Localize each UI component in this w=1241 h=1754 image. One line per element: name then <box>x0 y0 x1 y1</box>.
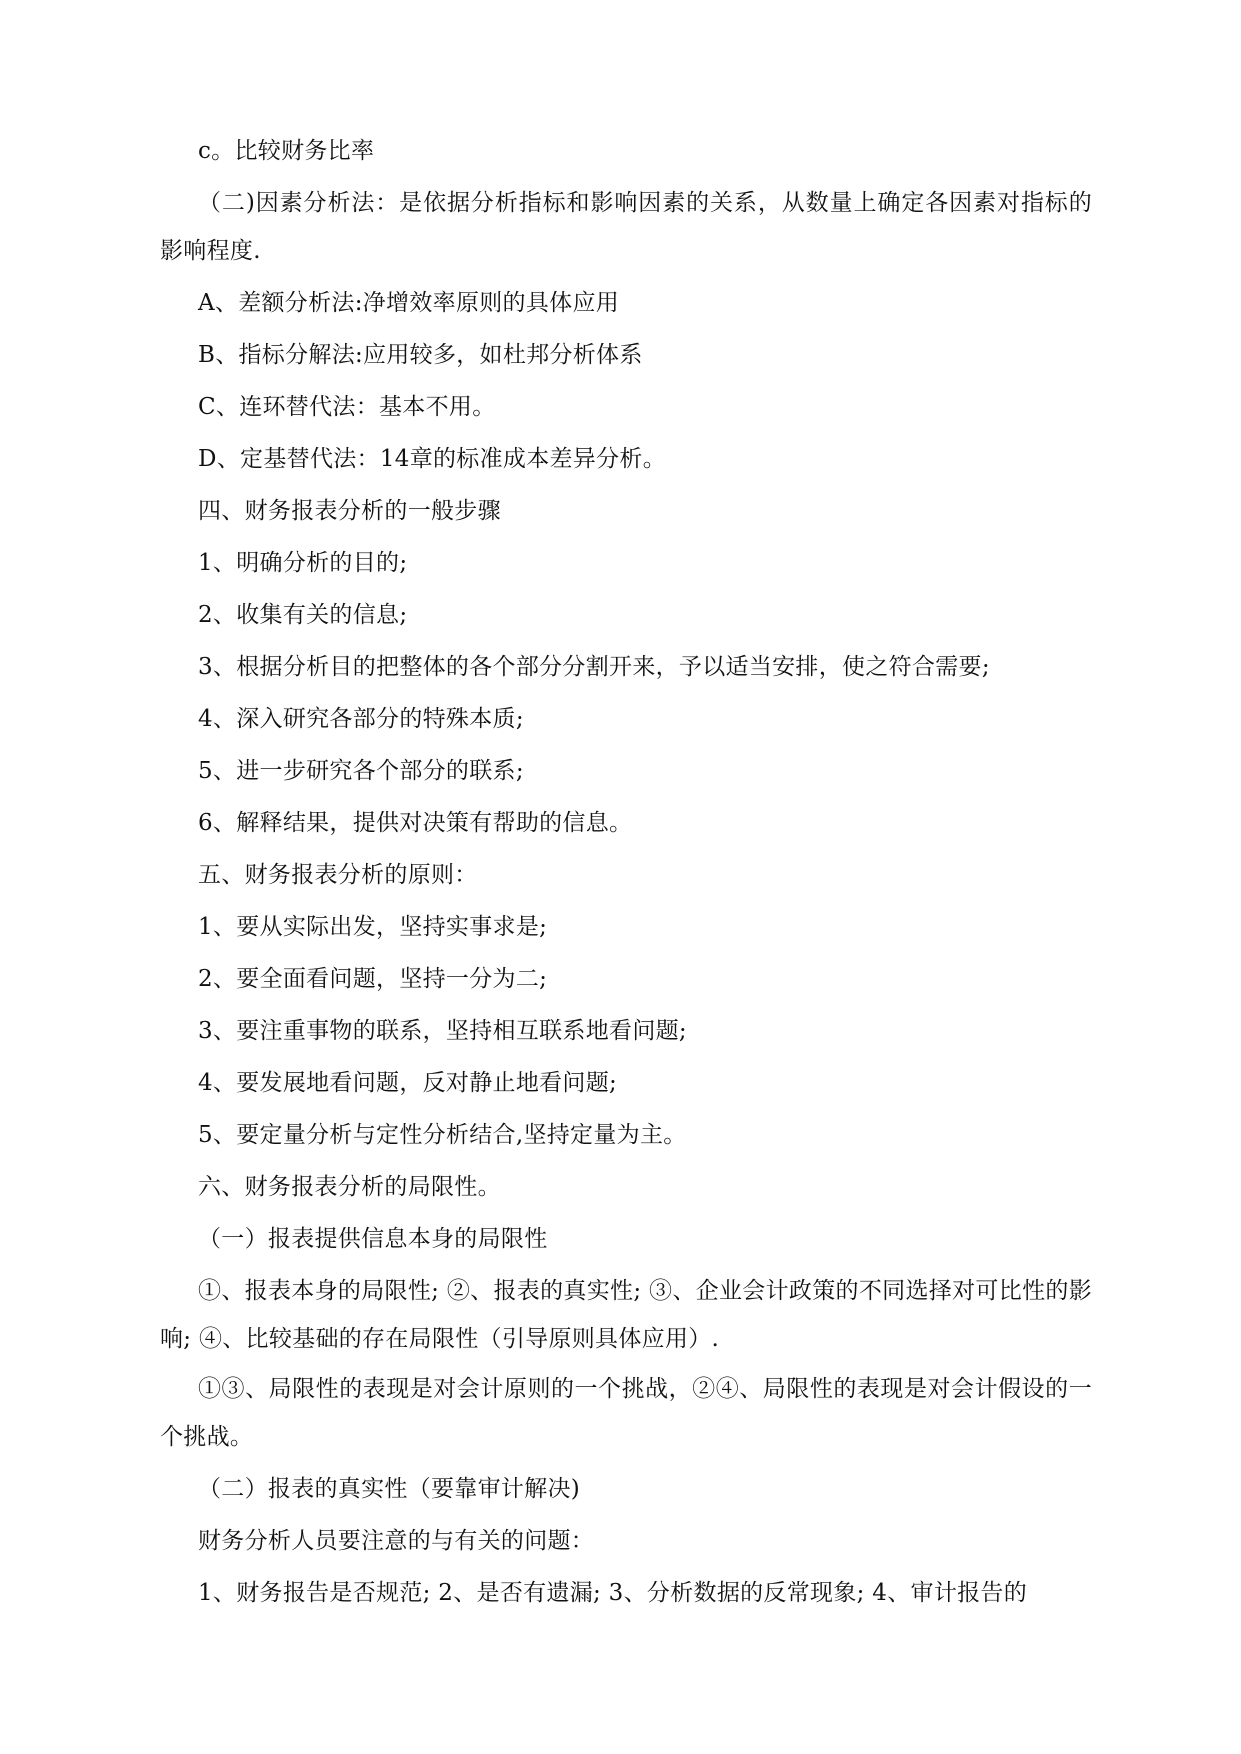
paragraph-issue-list: 1、财务报告是否规范; 2、是否有遗漏; 3、分析数据的反常现象; 4、审计报告的 <box>198 1580 1028 1606</box>
list-item-principle-2: 2、要全面看问题，坚持一分为二; <box>198 966 548 992</box>
heading-limitations: 六、财务报表分析的局限性。 <box>198 1174 501 1200</box>
list-item-step-3: 3、根据分析目的把整体的各个部分分割开来，予以适当安排，使之符合需要; <box>198 654 990 680</box>
paragraph-factor-analysis: （二)因素分析法：是依据分析指标和影响因素的关系，从数量上确定各因素对指标的影响程度. <box>160 190 1092 264</box>
paragraph-limitations-list: ①、报表本身的局限性; ②、报表的真实性; ③、企业会计政策的不同选择对可比性的影响; ④、比较基础的存在局限性（引导原则具体应用）. <box>160 1278 1092 1352</box>
list-item-principle-1: 1、要从实际出发，坚持实事求是; <box>198 914 548 940</box>
list-item-step-5: 5、进一步研究各个部分的联系; <box>198 758 524 784</box>
list-item-step-1: 1、明确分析的目的; <box>198 550 408 576</box>
subheading-report-authenticity: （二）报表的真实性（要靠审计解决) <box>198 1476 581 1502</box>
paragraph-compare-ratios: c。比较财务比率 <box>198 138 375 164</box>
paragraph-analyst-issues: 财务分析人员要注意的与有关的问题： <box>198 1528 595 1554</box>
list-item-step-2: 2、收集有关的信息; <box>198 602 408 628</box>
list-item-step-6: 6、解释结果，提供对决策有帮助的信息。 <box>198 810 633 836</box>
paragraph-limitations-challenge: ①③、局限性的表现是对会计原则的一个挑战，②④、局限性的表现是对会计假设的一个挑战。 <box>160 1376 1092 1450</box>
paragraph-difference-method: A、差额分析法:净增效率原则的具体应用 <box>198 290 620 316</box>
paragraph-indicator-decomposition: B、指标分解法:应用较多，如杜邦分析体系 <box>198 342 643 368</box>
heading-principles: 五、财务报表分析的原则： <box>198 862 478 888</box>
list-item-step-4: 4、深入研究各部分的特殊本质; <box>198 706 524 732</box>
subheading-info-limitations: （一）报表提供信息本身的局限性 <box>198 1226 548 1252</box>
document-body <box>160 125 1092 1619</box>
list-item-principle-5: 5、要定量分析与定性分析结合,坚持定量为主。 <box>198 1122 687 1148</box>
list-item-principle-3: 3、要注重事物的联系，坚持相互联系地看问题; <box>198 1018 687 1044</box>
list-item-principle-4: 4、要发展地看问题，反对静止地看问题; <box>198 1070 618 1096</box>
paragraph-fixed-base-substitution: D、定基替代法：14章的标准成本差异分析。 <box>198 446 667 472</box>
paragraph-chain-substitution: C、连环替代法：基本不用。 <box>198 394 496 420</box>
heading-general-steps: 四、财务报表分析的一般步骤 <box>198 498 501 524</box>
